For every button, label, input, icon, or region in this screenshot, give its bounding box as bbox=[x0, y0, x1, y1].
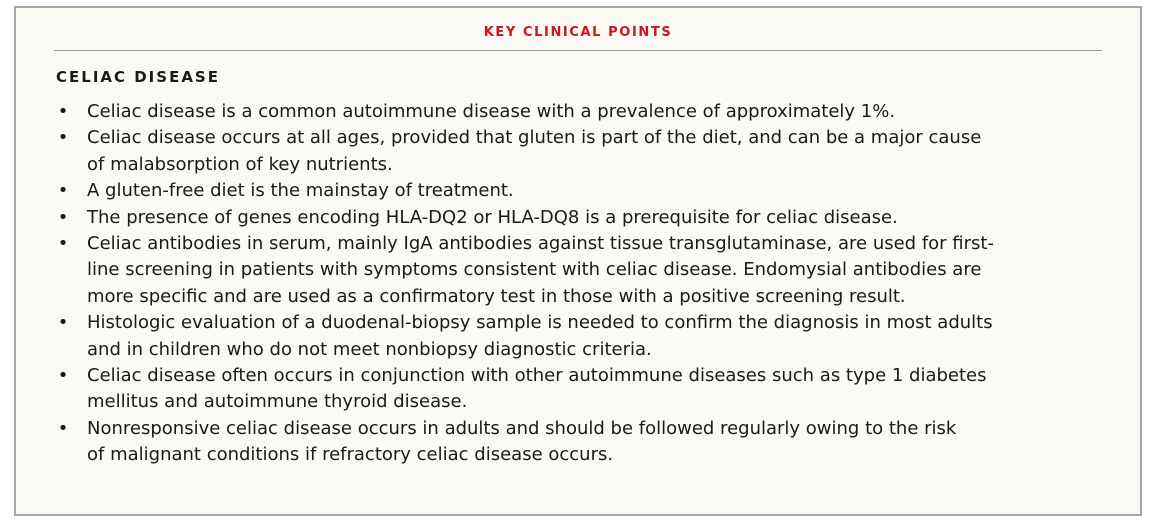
key-points-box bbox=[14, 6, 1142, 516]
key-point-text: line screening in patients with symptoms consistent with celiac disease. Endomysial antibodies are bbox=[87, 259, 982, 281]
bullet-icon: • bbox=[57, 180, 69, 202]
key-point-text: Celiac antibodies in serum, mainly IgA antibodies against tissue transglutaminase, are used for first- bbox=[87, 233, 994, 255]
bullet-icon: • bbox=[57, 127, 69, 149]
key-point-item bbox=[56, 231, 1096, 310]
bullet-icon: • bbox=[57, 233, 69, 255]
key-point-text: The presence of genes encoding HLA-DQ2 or HLA-DQ8 is a prerequisite for celiac disease. bbox=[87, 206, 898, 228]
key-point-text: Celiac disease is a common autoimmune disease with a prevalence of approximately 1%. bbox=[87, 101, 896, 122]
key-point-text: Celiac disease occurs at all ages, provided that gluten is part of the diet, and can be a major cause bbox=[87, 127, 982, 149]
key-point-text: Histologic evaluation of a duodenal-biopsy sample is needed to confirm the diagnosis in most adults bbox=[87, 312, 993, 334]
key-point-text: A gluten-free diet is the mainstay of treatment. bbox=[87, 180, 514, 202]
key-point-text: mellitus and autoimmune thyroid disease. bbox=[87, 391, 468, 413]
key-point-text: and in children who do not meet nonbiopsy diagnostic criteria. bbox=[87, 338, 652, 360]
key-point-item bbox=[56, 99, 1096, 125]
key-point-text: more specific and are used as a confirmatory test in those with a positive screening result. bbox=[87, 285, 906, 307]
key-point-text: of malabsorption of key nutrients. bbox=[87, 153, 393, 175]
key-point-text: Nonresponsive celiac disease occurs in adults and should be followed regularly owing to the risk bbox=[87, 417, 957, 439]
key-point-item bbox=[56, 205, 1096, 231]
bullet-icon: • bbox=[57, 101, 69, 122]
bullet-icon: • bbox=[57, 206, 69, 228]
key-point-item bbox=[56, 310, 1096, 363]
key-point-text: Celiac disease often occurs in conjunction with other autoimmune diseases such as type 1 diabetes bbox=[87, 365, 987, 387]
key-point-item bbox=[56, 125, 1096, 178]
key-point-text: of malignant conditions if refractory celiac disease occurs. bbox=[87, 444, 614, 466]
key-points-header: KEY CLINICAL POINTS bbox=[54, 16, 1102, 51]
bullet-icon: • bbox=[57, 417, 69, 439]
section-title: CELIAC DISEASE bbox=[56, 68, 220, 86]
key-points-list bbox=[56, 99, 1096, 469]
key-point-item bbox=[56, 363, 1096, 416]
bullet-icon: • bbox=[57, 365, 69, 387]
key-point-item bbox=[56, 416, 1096, 469]
key-point-item bbox=[56, 178, 1096, 204]
bullet-icon: • bbox=[57, 312, 69, 334]
